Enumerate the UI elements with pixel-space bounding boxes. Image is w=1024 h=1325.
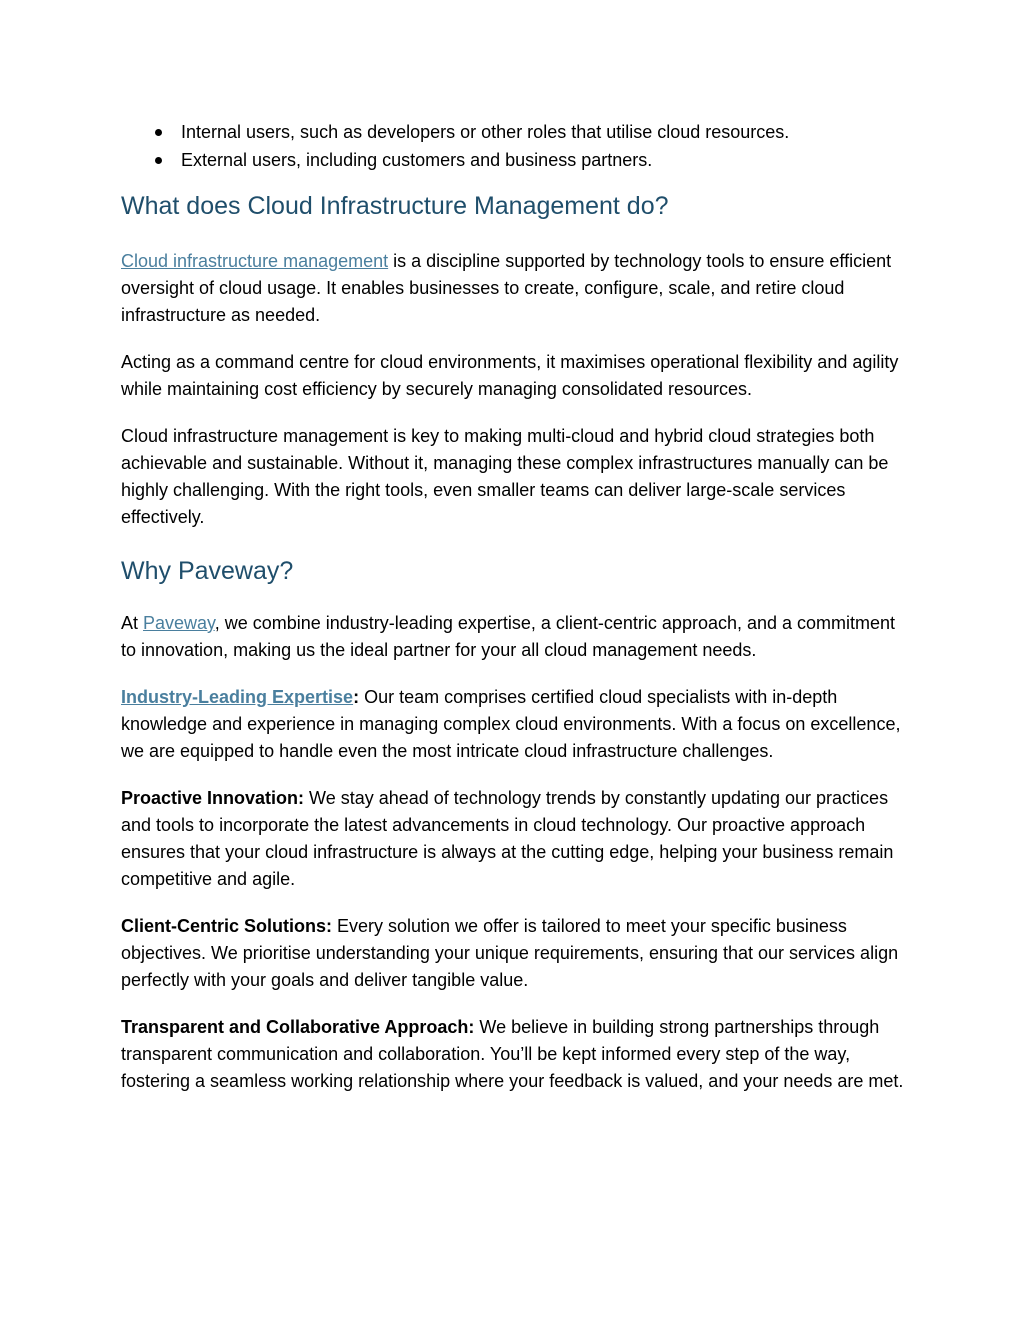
paragraph-text: We stay ahead of technology trends by constantly updating our practices and tools to incorporate the latest advancements in cloud technology. Our proactive approach ensures that your cloud infrastructure is always at the cutting edge, helping your business remain competitive and agile. xyxy=(121,788,894,889)
paragraph-text: Our team comprises certified cloud specialists with in-depth knowledge and experience in managing complex cloud environments. With a focus on excellence, we are equipped to handle even the most intricate cloud infrastructure challenges. xyxy=(121,687,901,761)
list-item-text: External users, including customers and business partners. xyxy=(181,150,653,170)
paragraph-command-centre: Acting as a command centre for cloud environments, it maximises operational flexibility and agility while maintaining cost efficiency by securely managing consolidated resources. xyxy=(121,352,899,399)
paragraph-text: Every solution we offer is tailored to meet your specific business objectives. We prioritise understanding your unique requirements, ensuring that our services align perfectly with your goals and deliver tangible value. xyxy=(121,916,899,990)
industry-expertise-link[interactable]: Industry-Leading Expertise xyxy=(121,687,354,707)
bullet-icon xyxy=(155,157,162,164)
section-heading-why: Why Paveway? xyxy=(121,557,294,585)
paragraph-definition xyxy=(121,248,911,329)
paragraph-innovation xyxy=(121,785,911,893)
colon: : xyxy=(353,687,360,707)
list-item-text: Internal users, such as developers or other roles that utilise cloud resources. xyxy=(181,122,790,142)
paragraph-client-centric xyxy=(121,913,911,994)
paragraph-text: At xyxy=(121,613,144,633)
bullet-icon xyxy=(155,129,162,136)
list-item xyxy=(121,118,911,146)
section-heading-what: What does Cloud Infrastructure Management do? xyxy=(121,192,669,220)
paveway-link[interactable]: Paveway xyxy=(143,613,215,633)
paragraph-transparent xyxy=(121,1014,911,1095)
item-title: Proactive Innovation: xyxy=(121,788,305,808)
document-page xyxy=(121,118,911,1095)
bullet-list xyxy=(121,118,911,174)
paragraph-intro xyxy=(121,610,911,664)
paragraph-expertise xyxy=(121,684,911,765)
item-title: Client-Centric Solutions: xyxy=(121,916,332,936)
cloud-infra-management-link[interactable]: Cloud infrastructure management xyxy=(121,251,389,271)
item-title: Transparent and Collaborative Approach: xyxy=(121,1017,475,1037)
list-item xyxy=(121,146,911,174)
paragraph-text: , we combine industry-leading expertise, a client-centric approach, and a commitment to innovation, making us the ideal partner for your all cloud management needs. xyxy=(121,613,896,660)
paragraph-multi-cloud: Cloud infrastructure management is key to making multi-cloud and hybrid cloud strategies both achievable and sustainable. Without it, managing these complex infrastructures manually can be highly challenging. With the right tools, even smaller teams can deliver large-scale services effectively. xyxy=(121,426,889,527)
paragraph-text: is a discipline supported by technology tools to ensure efficient oversight of cloud usage. It enables businesses to create, configure, scale, and retire cloud infrastructure as needed. xyxy=(121,251,892,325)
paragraph-text: We believe in building strong partnerships through transparent communication and collaboration. You’ll be kept informed every step of the way, fostering a seamless working relationship where your feedback is valued, and your needs are met. xyxy=(121,1017,904,1091)
